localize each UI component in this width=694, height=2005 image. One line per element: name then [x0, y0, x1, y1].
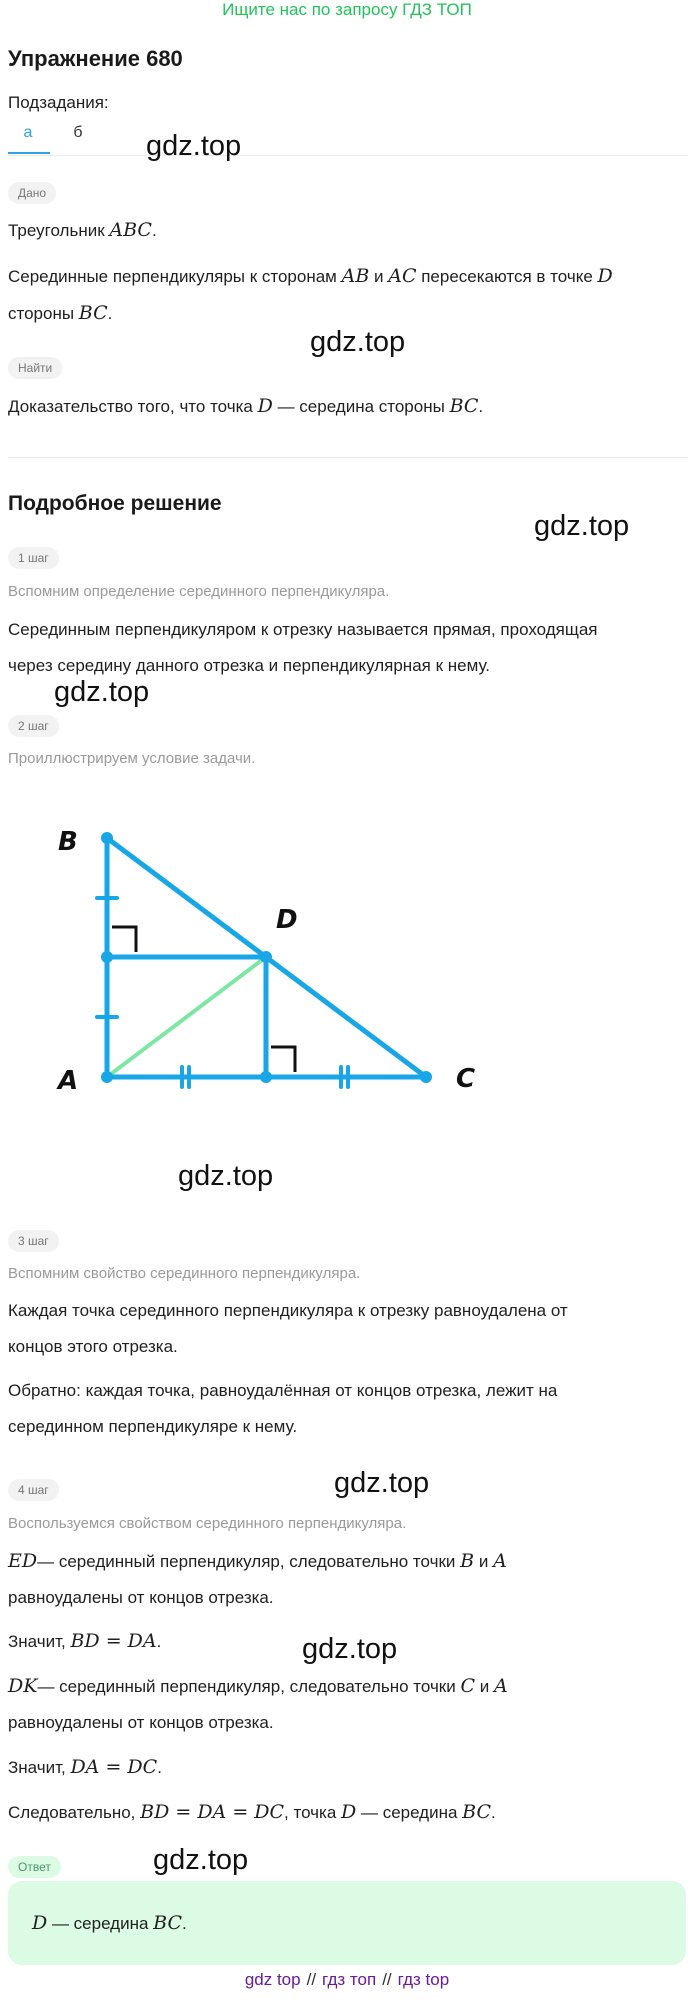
step-1-definition: [8, 612, 688, 684]
answer-math: D: [32, 1912, 48, 1934]
step-3-converse: [8, 1373, 688, 1445]
given-text: Треугольник: [8, 221, 110, 240]
step-3-property: [8, 1293, 688, 1365]
step-4-math: DA = DC: [70, 1756, 158, 1778]
footer-link[interactable]: гдз top: [397, 1970, 450, 1989]
given-math: BC: [78, 302, 108, 324]
step-4-math: A: [493, 1675, 508, 1697]
given-text: Серединные перпендикуляры к сторонам: [8, 267, 342, 286]
find-math: D: [257, 395, 273, 417]
triangle-figure: [0, 780, 694, 1120]
step-4-math: C: [460, 1675, 476, 1697]
point-k: [260, 1071, 272, 1083]
step-4-text: — серединный перпендикуляр, следовательно точки: [37, 1677, 461, 1696]
step-4-text: равноудалены от концов отрезка.: [8, 1588, 274, 1607]
step-4-text: и: [474, 1552, 494, 1571]
step-4-math: ED: [8, 1550, 38, 1572]
right-angle-e: [112, 927, 136, 952]
step-4-text: .: [157, 1758, 162, 1777]
find-text-part: — середина стороны: [272, 397, 450, 416]
watermark: gdz.top: [54, 676, 150, 708]
step-1-line: Серединным перпендикуляром к отрезку называется прямая, проходящая: [8, 620, 598, 639]
step-3-line: концов этого отрезка.: [8, 1337, 178, 1356]
step-4-text: , точка: [284, 1803, 342, 1822]
footer-links: [0, 1970, 694, 1990]
step-4-hint: Воспользуемся свойством серединного перпендикуляра.: [8, 1515, 407, 1532]
watermark: gdz.top: [178, 1160, 274, 1192]
footer-separator: //: [382, 1970, 392, 1989]
tabs-divider: [8, 155, 688, 156]
step-4-dk: [8, 1668, 688, 1741]
given-math: ABC: [109, 219, 152, 241]
answer-badge: Ответ: [8, 1856, 61, 1878]
find-badge: Найти: [8, 357, 62, 379]
step-4-math: A: [493, 1550, 507, 1572]
answer-text-part: .: [182, 1914, 187, 1933]
watermark: gdz.top: [153, 1844, 249, 1876]
step-4-da-dc: [8, 1749, 688, 1786]
step-4-badge: 4 шаг: [8, 1479, 59, 1501]
step-4-text: Значит,: [8, 1632, 71, 1651]
point-b: [101, 832, 113, 844]
step-4-text: .: [156, 1632, 162, 1651]
given-text: .: [151, 221, 157, 240]
step-4-text: — середина: [356, 1803, 463, 1822]
step-4-math: BC: [462, 1801, 492, 1823]
watermark: gdz.top: [302, 1633, 398, 1665]
page-title: Упражнение 680: [8, 46, 183, 71]
footer-link[interactable]: gdz top: [244, 1970, 301, 1989]
section-divider: [8, 457, 688, 458]
step-3-hint: Вспомним свойство серединного перпендикуляра.: [8, 1265, 361, 1282]
find-math: BC: [449, 395, 479, 417]
tab-b[interactable]: б: [73, 124, 83, 141]
segment-ad: [107, 957, 266, 1077]
step-1-badge: 1 шаг: [8, 547, 59, 569]
footer-separator: //: [306, 1970, 317, 1989]
find-text: [8, 388, 688, 425]
point-c: [420, 1071, 432, 1083]
step-4-text: и: [475, 1677, 494, 1696]
step-4-math: DK: [8, 1675, 38, 1697]
given-text: .: [107, 304, 113, 323]
step-3-line: серединном перпендикуляре к нему.: [8, 1417, 298, 1436]
label-d: D: [276, 905, 298, 935]
step-3-line: Каждая точка серединного перпендикуляра к отрезку равноудалена от: [8, 1301, 568, 1320]
watermark: gdz.top: [146, 130, 242, 162]
step-4-ed: [8, 1543, 688, 1616]
step-3-line: Обратно: каждая точка, равноудалённая от концов отрезка, лежит на: [8, 1381, 558, 1400]
given-perpendiculars: [8, 258, 688, 332]
subtasks-label: Подзадания:: [8, 93, 109, 112]
point-e: [101, 951, 113, 963]
given-badge: Дано: [8, 182, 56, 204]
watermark: gdz.top: [310, 326, 406, 358]
right-angle-k: [271, 1047, 295, 1072]
step-4-text: .: [491, 1803, 496, 1822]
given-math: AB: [341, 265, 370, 287]
answer-math: BC: [153, 1912, 183, 1934]
step-4-math: D: [341, 1801, 357, 1823]
step-4-math: B: [460, 1550, 475, 1572]
given-text: и: [369, 267, 389, 286]
point-d: [260, 951, 272, 963]
step-2-hint: Проиллюстрируем условие задачи.: [8, 750, 256, 767]
answer-text: [32, 1905, 187, 1942]
step-3-badge: 3 шаг: [8, 1230, 59, 1252]
watermark: gdz.top: [334, 1467, 430, 1499]
label-a: A: [58, 1066, 79, 1096]
active-tab-indicator: [8, 152, 50, 154]
step-4-text: Следовательно,: [8, 1803, 141, 1822]
given-triangle: [8, 212, 688, 249]
step-4-math: BD = DA: [70, 1630, 157, 1652]
given-math: D: [597, 265, 613, 287]
step-4-text: Значит,: [8, 1758, 71, 1777]
step-1-line: через середину данного отрезка и перпендикулярная к нему.: [8, 656, 490, 675]
given-text: пересекаются в точке: [416, 267, 598, 286]
step-4-text: — серединный перпендикуляр, следовательно точки: [37, 1552, 461, 1571]
step-4-math: BD = DA = DC: [140, 1801, 285, 1823]
given-math: AC: [388, 265, 417, 287]
tab-a[interactable]: а: [23, 124, 33, 141]
label-b: B: [58, 827, 78, 857]
answer-text-part: — середина: [47, 1914, 154, 1933]
step-4-conclusion: [8, 1794, 688, 1831]
given-text: стороны: [8, 304, 79, 323]
footer-link[interactable]: гдз топ: [322, 1970, 377, 1989]
watermark: gdz.top: [534, 510, 630, 542]
find-text-part: .: [478, 397, 484, 416]
step-1-hint: Вспомним определение серединного перпендикуляра.: [8, 583, 390, 600]
point-a: [101, 1071, 113, 1083]
label-c: C: [456, 1064, 476, 1094]
solution-title: Подробное решение: [8, 492, 222, 515]
step-4-text: равноудалены от концов отрезка.: [8, 1713, 274, 1732]
step-2-badge: 2 шаг: [8, 715, 59, 737]
find-text-part: Доказательство того, что точка: [8, 397, 258, 416]
promo-banner[interactable]: Ищите нас по запросу ГДЗ ТОП: [222, 0, 472, 19]
